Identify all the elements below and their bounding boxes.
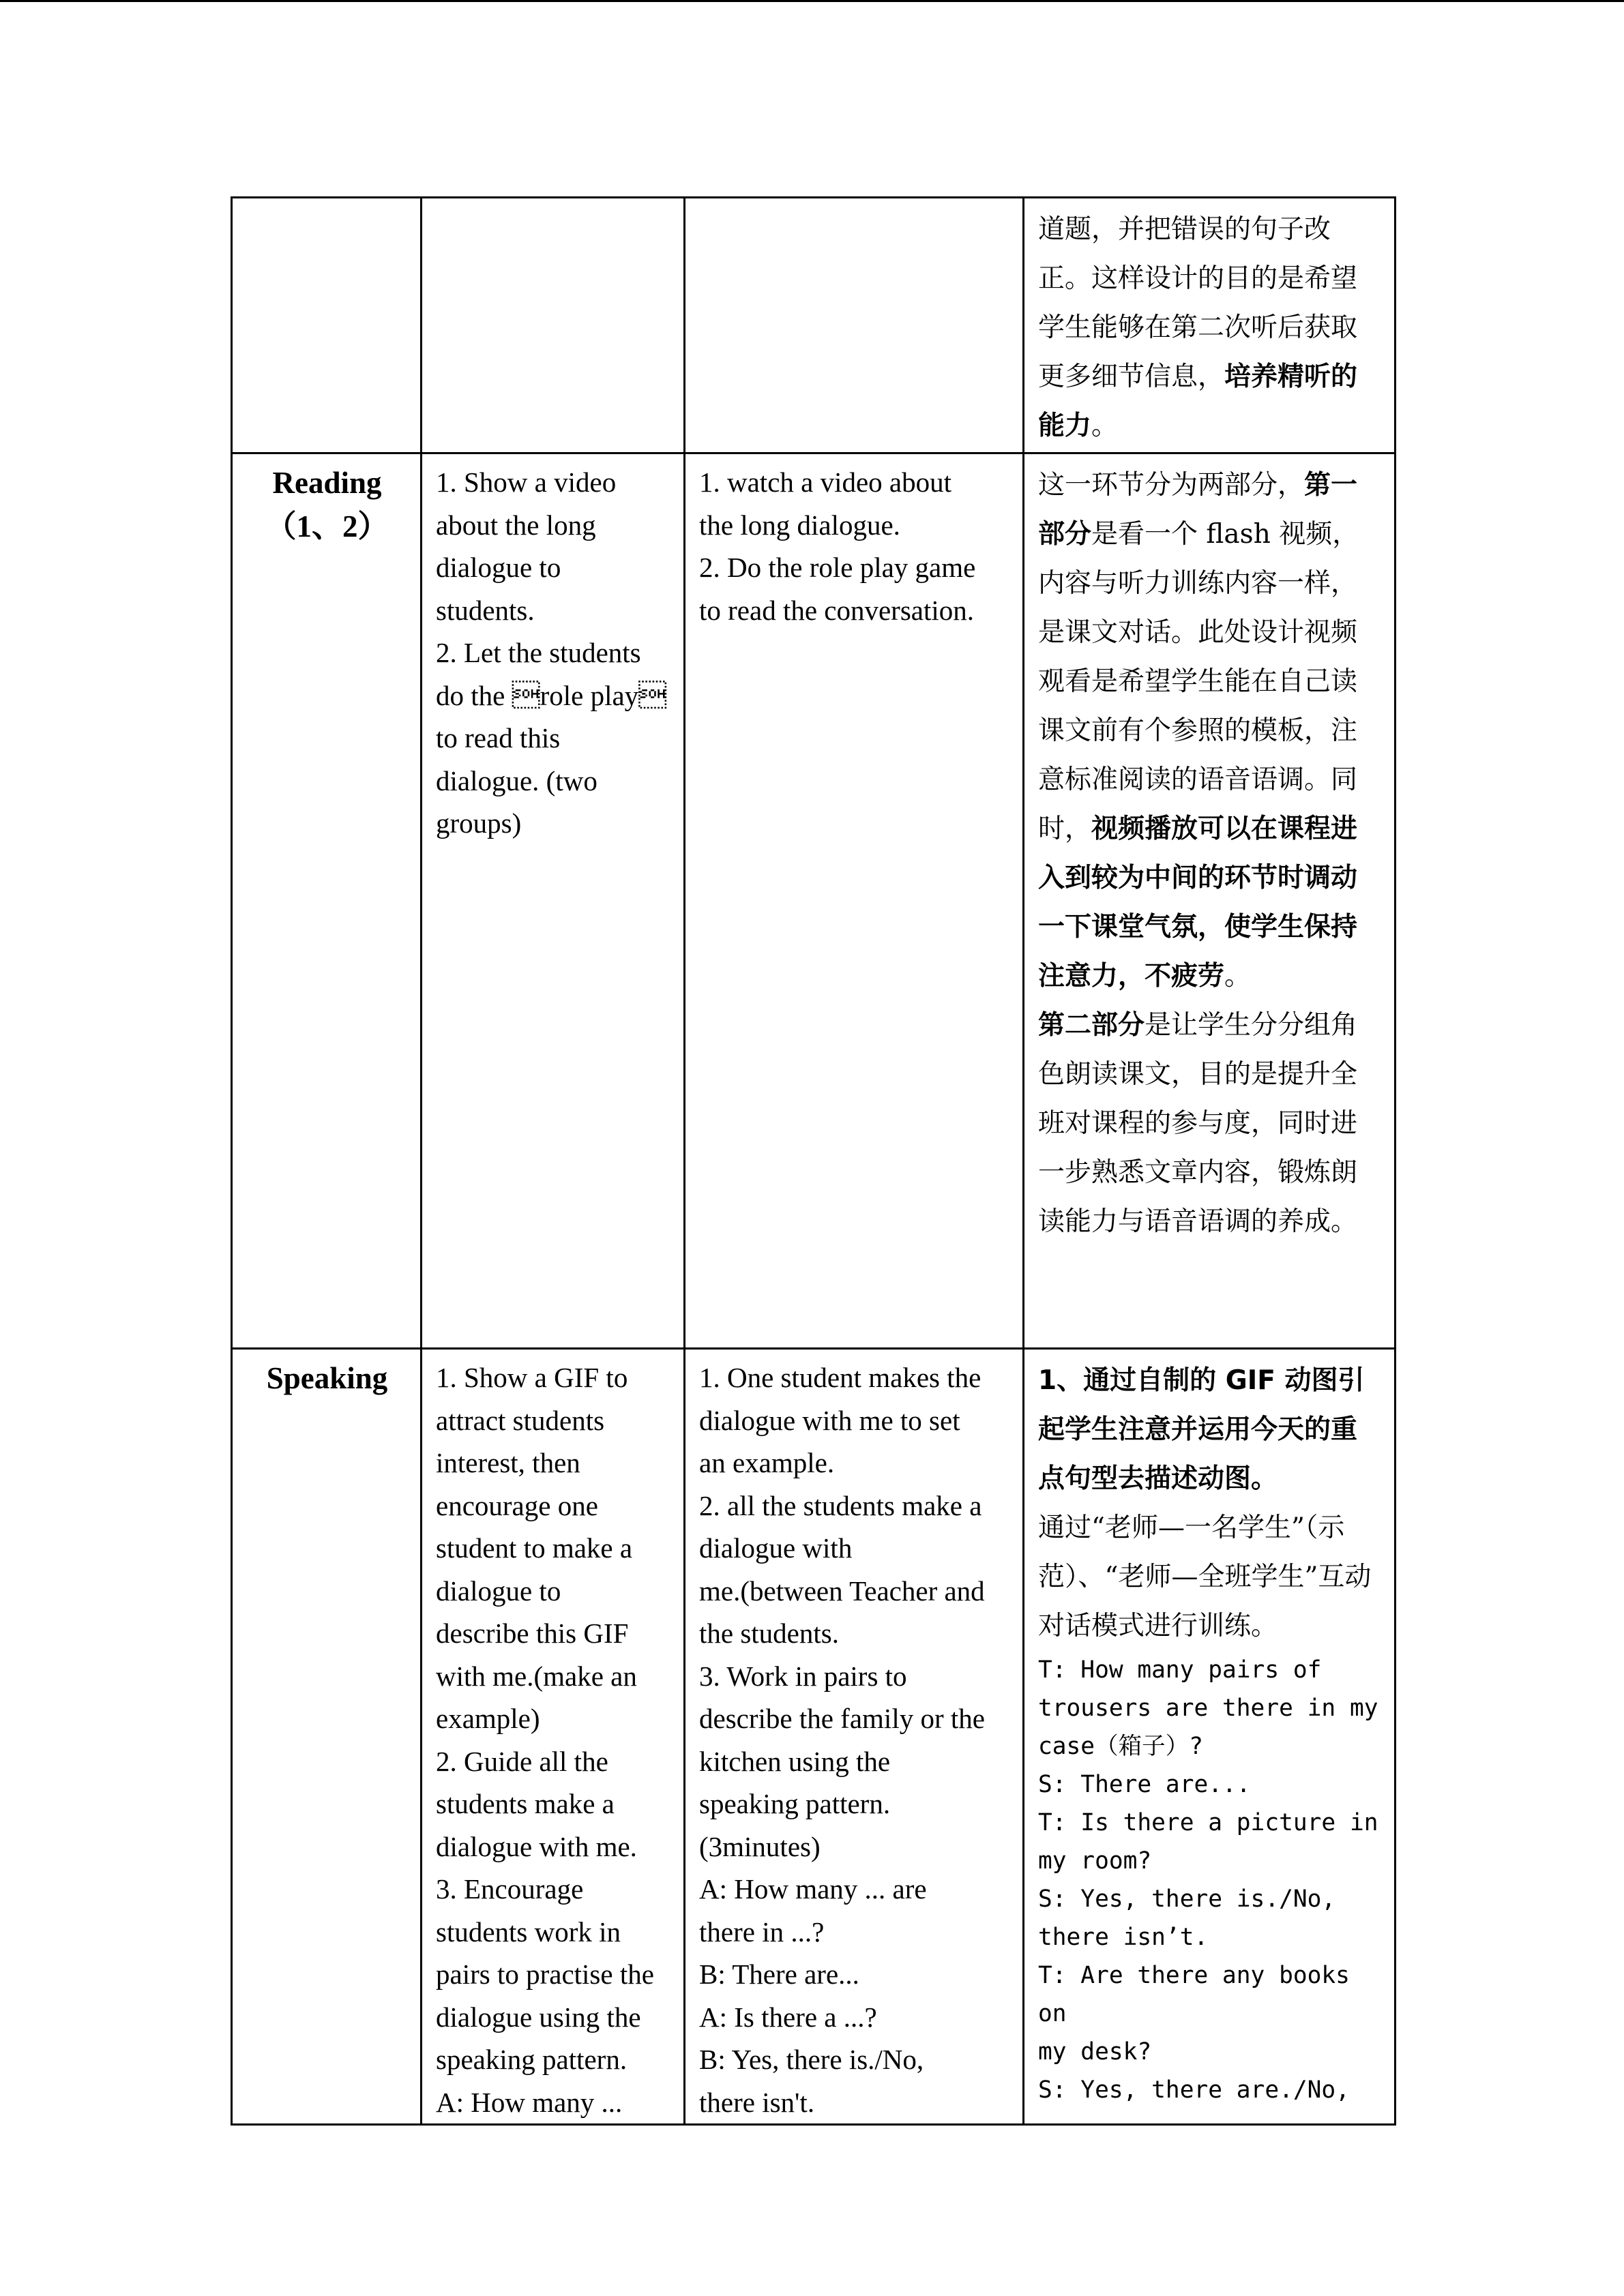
design-notes-text: 道题，并把错误的句子改正。这样设计的目的是希望学生能够在第二次听后获取更多细节信息，培养精听的能力。 — [1038, 214, 1358, 441]
stage-label: Reading — [272, 466, 382, 500]
design-notes-cell — [1024, 1349, 1396, 2125]
design-notes-cell — [1024, 453, 1396, 1349]
stage-sublabel: （1、2） — [265, 509, 389, 543]
design-notes-cell — [1024, 198, 1396, 453]
teacher-activity-text: 1. Show a GIF to attract students interest, then encourage one student to make a dialogue to describe this GIF with me.(make an example) 2. Guide all the students make a dialogue with me. 3. Encourage students work in pairs to practise the dialogue using the speaking pattern. A: How many ... — [436, 1362, 654, 2118]
student-activity-cell — [685, 198, 1024, 453]
student-activity-text: 1. watch a video about the long dialogue. 2. Do the role play game to read the conversation. — [699, 466, 976, 626]
table-row — [232, 198, 1396, 453]
design-notes-text: 1、通过自制的 GIF 动图引起学生注意并运用今天的重点句型去描述动图。 通过“老师—一名学生”（示范）、“老师—全班学生”互动对话模式进行训练。 — [1038, 1365, 1372, 1641]
student-activity-text: 1. One student makes the dialogue with me to set an example. 2. all the students make a dialogue with me.(between Teacher and the students. 3. Work in pairs to describe the family or the kitchen using the speaking pattern. (3minutes) A: How many ... are there in ...? B: There are... A: Is there a ...? B: Yes, there is./No, there isn't. — [699, 1362, 985, 2118]
sample-dialogue: T: How many pairs of trousers are there in my case（箱子）? S: There are... T: Is there a picture in my room? S: Yes, there is./No, there isn’t. T: Are there any books on my desk? S: Yes, there are./No, — [1038, 1656, 1378, 2104]
teacher-activity-cell — [422, 198, 685, 453]
teacher-activity-cell — [422, 453, 685, 1349]
teacher-activity-cell — [422, 1349, 685, 2125]
student-activity-cell — [685, 453, 1024, 1349]
table-row — [232, 1349, 1396, 2125]
stage-cell — [232, 198, 422, 453]
teacher-activity-text: 1. Show a video about the long dialogue to students. 2. Let the students do the role play to read this dialogue. (two groups) — [436, 466, 667, 839]
design-notes-text: 这一环节分为两部分，第一部分是看一个 flash 视频，内容与听力训练内容一样，是课文对话。此处设计视频观看是希望学生能在自己读课文前有个参照的模板，注意标准阅读的语音语调。同时，视频播放可以在课程进入到较为中间的环节时调动一下课堂气氛，使学生保持注意力，不疲劳。 第二部分是让学生分分组角色朗读课文，目的是提升全班对课程的参与度，同时进一步熟悉文章内容，锻炼朗读能力与语音语调的养成。 — [1038, 470, 1359, 1237]
stage-label: Speaking — [266, 1361, 388, 1395]
student-activity-cell — [685, 1349, 1024, 2125]
page-top-border — [0, 0, 1624, 2]
stage-cell — [232, 1349, 422, 2125]
lesson-plan-table — [231, 196, 1396, 2126]
stage-cell — [232, 453, 422, 1349]
table-row — [232, 453, 1396, 1349]
